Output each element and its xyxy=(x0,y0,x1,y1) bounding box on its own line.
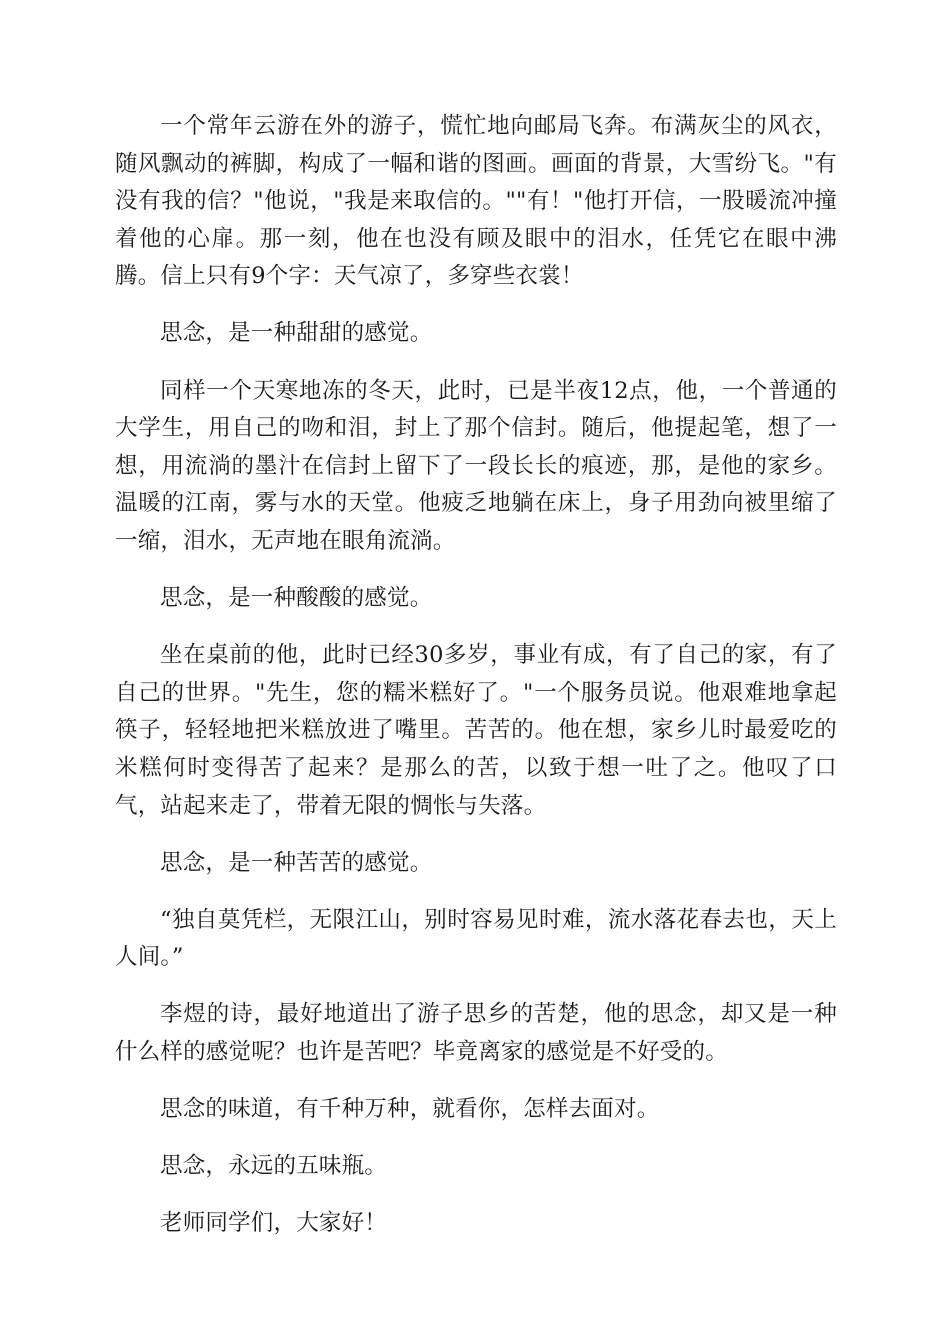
paragraph-rice-cake: 坐在桌前的他，此时已经30多岁，事业有成，有了自己的家，有了自己的世界。"先生，您的糯米糕好了。"一个服务员说。他艰难地拿起筷子，轻轻地把米糕放进了嘴里。苦苦的。他在想，家乡儿时最爱吃的米糕何时变得苦了起来？是那么的苦，以致于想一吐了之。他叹了口气，站起来走了，带着无限的惆怅与失落。 xyxy=(115,642,837,819)
paragraph-traveler-letter: 一个常年云游在外的游子，慌忙地向邮局飞奔。布满灰尘的风衣，随风飘动的裤脚，构成了一幅和谐的图画。画面的背景，大雪纷飞。"有没有我的信？"他说，"我是来取信的。""有！"他打开信，一股暖流冲撞着他的心扉。那一刻，他在也没有顾及眼中的泪水，任凭它在眼中沸腾。信上只有9个字：天气凉了，多穿些衣裳！ xyxy=(115,113,837,290)
document-body xyxy=(115,108,837,1262)
paragraph-greeting: 老师同学们，大家好！ xyxy=(160,1210,388,1237)
paragraph-sweet-feeling: 思念，是一种甜甜的感觉。 xyxy=(160,320,433,347)
paragraph-five-flavors: 思念，永远的五味瓶。 xyxy=(160,1153,388,1180)
paragraph-poem-quote: “独自莫凭栏，无限江山，别时容易见时难，流水落花春去也，天上人间。” xyxy=(115,906,837,971)
paragraph-taste-of-longing: 思念的味道，有千种万种，就看你，怎样去面对。 xyxy=(160,1096,660,1123)
paragraph-bitter-feeling: 思念，是一种苦苦的感觉。 xyxy=(160,849,433,876)
paragraph-li-yu-poem: 李煜的诗，最好地道出了游子思乡的苦楚，他的思念，却又是一种什么样的感觉呢？也许是苦吧？毕竟离家的感觉是不好受的。 xyxy=(115,1001,837,1065)
paragraph-sour-feeling: 思念，是一种酸酸的感觉。 xyxy=(160,585,433,612)
paragraph-student-envelope: 同样一个天寒地冻的冬天，此时，已是半夜12点，他，一个普通的大学生，用自己的吻和泪，封上了那个信封。随后，他提起笔，想了一想，用流淌的墨汁在信封上留下了一段长长的痕迹，那，是他的家乡。温暖的江南，雾与水的天堂。他疲乏地躺在床上，身子用劲向被里缩了一缩，泪水，无声地在眼角流淌。 xyxy=(115,377,837,554)
